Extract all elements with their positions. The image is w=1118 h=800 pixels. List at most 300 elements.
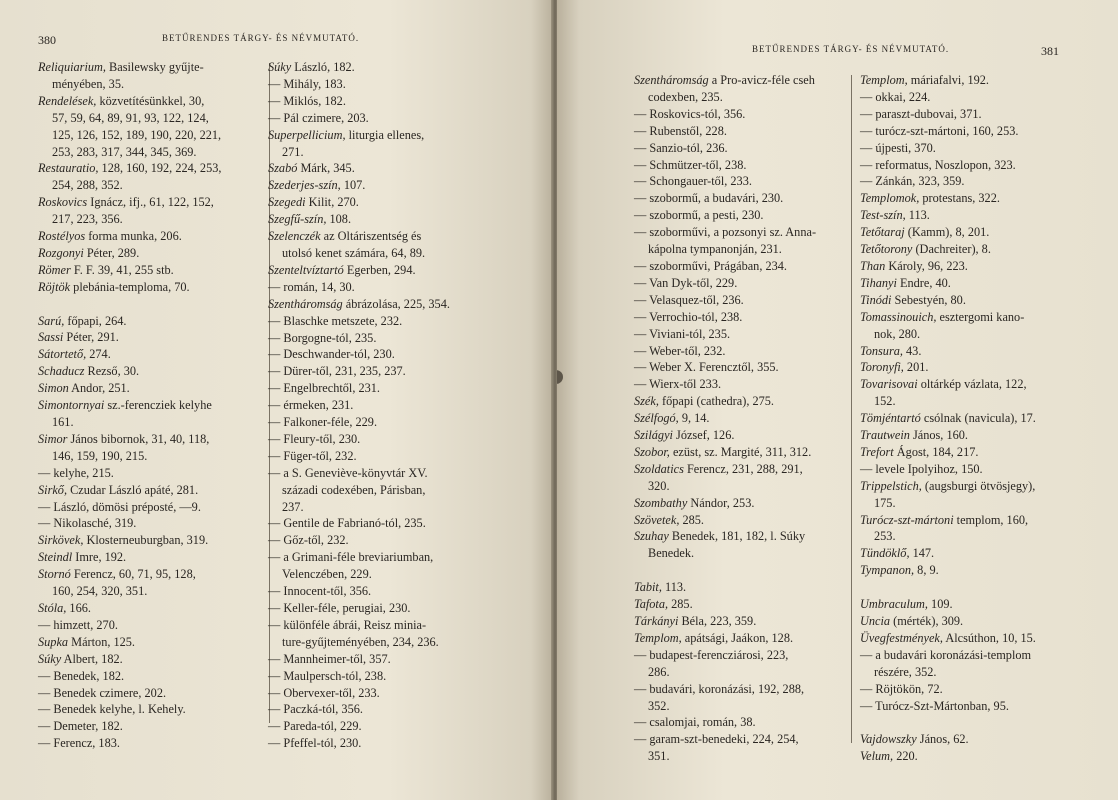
index-reference: — Turócz-Szt-Mártonban, 95. xyxy=(860,698,1009,713)
index-entry xyxy=(634,173,848,190)
index-entry xyxy=(634,731,848,748)
index-reference: kápolna tympanonján, 231. xyxy=(648,242,782,257)
index-entry xyxy=(268,465,518,482)
index-reference: Andor, 251. xyxy=(68,381,130,396)
index-reference: ezüst, sz. Margité, 311, 312. xyxy=(669,444,812,459)
index-reference: — román, 14, 30. xyxy=(268,279,355,294)
index-entry xyxy=(38,414,260,431)
index-term: Rendelések, xyxy=(38,93,97,108)
index-reference: 175. xyxy=(874,495,896,510)
index-reference: — Blaschke metszete, 232. xyxy=(268,313,403,328)
index-reference: 128, 160, 192, 224, 253, xyxy=(98,161,222,176)
index-entry xyxy=(38,160,260,177)
index-reference: 352. xyxy=(648,698,670,713)
index-reference: Ferencz, 60, 71, 95, 128, xyxy=(70,567,196,582)
index-entry xyxy=(268,144,518,161)
index-entry xyxy=(38,566,260,583)
index-term: Simontornyai xyxy=(38,398,105,413)
section-gap xyxy=(634,562,848,579)
index-entry xyxy=(634,292,848,309)
index-entry xyxy=(634,444,848,461)
index-term: Szentháromság xyxy=(268,296,343,311)
left-page xyxy=(0,0,553,800)
index-entry xyxy=(634,748,848,765)
index-entry xyxy=(634,714,848,731)
index-reference: — Benedek czimere, 202. xyxy=(38,685,167,700)
index-reference: a Pro-avicz-féle cseh xyxy=(708,73,815,87)
index-reference: — Gentile de Fabrianó-tól, 235. xyxy=(268,516,426,531)
index-term: Tetőtaraj xyxy=(860,225,905,240)
index-entry xyxy=(268,448,518,465)
index-reference: 285. xyxy=(679,512,704,527)
index-entry xyxy=(38,211,260,228)
index-entry xyxy=(268,127,518,144)
index-term: Szelenczék xyxy=(268,229,321,244)
index-entry xyxy=(634,326,848,343)
index-entry xyxy=(860,748,1082,765)
index-entry xyxy=(38,583,260,600)
index-entry xyxy=(860,731,1082,748)
index-entry xyxy=(268,685,518,702)
index-entry xyxy=(268,431,518,448)
index-reference: (augsburgi ötvösjegy), xyxy=(921,478,1036,493)
index-reference: János bibornok, 31, 40, 118, xyxy=(67,431,210,446)
index-reference: 254, 288, 352. xyxy=(52,178,123,193)
index-column-1 xyxy=(38,59,260,752)
index-term: Uncia xyxy=(860,613,891,628)
index-reference: János, 62. xyxy=(916,732,969,747)
index-entry xyxy=(268,482,518,499)
index-entry xyxy=(38,499,260,516)
index-reference: 125, 126, 152, 189, 190, 220, 221, xyxy=(52,127,222,142)
index-reference: Márk, 345. xyxy=(297,161,355,176)
index-entry xyxy=(634,207,848,224)
index-reference: — szoborművi, a pozsonyi sz. Anna- xyxy=(634,225,817,240)
index-reference: — Rubenstől, 228. xyxy=(634,123,727,138)
index-entry xyxy=(634,613,848,630)
index-entry xyxy=(38,177,260,194)
index-column-2 xyxy=(860,72,1082,765)
index-entry xyxy=(268,177,518,194)
index-reference: — Ferencz, 183. xyxy=(38,736,120,751)
index-reference: Péter, 291. xyxy=(63,330,119,345)
index-entry xyxy=(38,532,260,549)
index-entry xyxy=(634,376,848,393)
index-reference: Béla, 223, 359. xyxy=(678,613,757,628)
index-reference: — Pál czimere, 203. xyxy=(268,110,369,125)
index-reference: codexben, 235. xyxy=(648,89,723,104)
index-entry xyxy=(268,160,518,177)
index-entry xyxy=(860,72,1082,89)
index-reference: 285. xyxy=(668,597,693,612)
index-entry xyxy=(38,668,260,685)
index-term: Steindl xyxy=(38,550,73,565)
index-entry xyxy=(860,106,1082,123)
index-reference: — Maulpersch-tól, 238. xyxy=(268,668,387,683)
index-entry xyxy=(268,279,518,296)
index-entry xyxy=(860,410,1082,427)
index-entry xyxy=(860,562,1082,579)
index-reference: — Gőz-től, 232. xyxy=(268,533,349,548)
index-entry xyxy=(38,600,260,617)
index-entry xyxy=(634,140,848,157)
index-term: Tündöklő, xyxy=(860,546,910,561)
index-entry xyxy=(268,245,518,262)
index-entry xyxy=(38,718,260,735)
index-entry xyxy=(38,515,260,532)
index-reference: (mérték), 309. xyxy=(890,613,964,628)
index-entry xyxy=(268,296,518,313)
index-entry xyxy=(268,380,518,397)
index-term: Súky xyxy=(38,651,62,666)
index-reference: — Schongauer-től, 233. xyxy=(634,174,752,189)
index-entry xyxy=(860,376,1082,393)
index-entry xyxy=(268,194,518,211)
index-entry xyxy=(860,241,1082,258)
index-entry xyxy=(860,326,1082,343)
index-reference: 286. xyxy=(648,664,670,679)
index-reference: — Pareda-tól, 229. xyxy=(268,719,362,734)
index-entry xyxy=(268,414,518,431)
index-column-2 xyxy=(268,59,518,752)
index-term: Schaducz xyxy=(38,364,85,379)
index-entry xyxy=(38,194,260,211)
index-reference: (Dachreiter), 8. xyxy=(912,242,991,257)
index-reference: 166. xyxy=(66,600,91,615)
index-entry xyxy=(860,444,1082,461)
index-reference: — budapest-ferencziárosi, 223, xyxy=(634,647,789,662)
index-reference: Klosterneuburgban, 319. xyxy=(83,533,209,548)
index-term: Tárkányi xyxy=(634,613,679,628)
index-term: Szegedi xyxy=(268,195,306,210)
index-reference: Alcsúthon, 10, 15. xyxy=(942,630,1036,645)
index-entry xyxy=(268,93,518,110)
index-term: Toronyfi, xyxy=(860,360,904,375)
index-reference: 146, 159, 190, 215. xyxy=(52,448,148,463)
index-entry xyxy=(860,190,1082,207)
index-reference: (Kamm), 8, 201. xyxy=(904,225,990,240)
index-reference: — különféle ábrái, Reisz minia- xyxy=(268,617,427,632)
index-entry xyxy=(268,701,518,718)
index-reference: — Röjtökön, 72. xyxy=(860,681,943,696)
index-reference: — Velasquez-től, 236. xyxy=(634,292,744,307)
index-reference: 220. xyxy=(893,749,918,764)
index-reference: Imre, 192. xyxy=(72,550,127,565)
index-reference: — reformatus, Noszlopon, 323. xyxy=(860,157,1016,172)
index-reference: Albert, 182. xyxy=(61,651,123,666)
index-term: Szuhay xyxy=(634,529,669,544)
index-reference: 113. xyxy=(905,208,930,223)
index-reference: Nándor, 253. xyxy=(687,495,755,510)
index-term: Szövetek, xyxy=(634,512,680,527)
index-reference: Benedek, 181, 182, l. Súky xyxy=(668,529,806,544)
index-entry xyxy=(268,211,518,228)
index-reference: oltárkép vázlata, 122, xyxy=(917,377,1027,392)
page-number: 380 xyxy=(38,33,56,47)
index-reference: — himzett, 270. xyxy=(38,617,118,632)
index-reference: — levele Ipolyihoz, 150. xyxy=(860,461,983,476)
index-reference: — Mannheimer-től, 357. xyxy=(268,651,391,666)
index-entry xyxy=(860,359,1082,376)
index-reference: — Falkoner-féle, 229. xyxy=(268,415,378,430)
index-entry xyxy=(38,617,260,634)
index-reference: ábrázolása, 225, 354. xyxy=(342,296,450,311)
index-term: Röjtök xyxy=(38,279,71,294)
index-entry xyxy=(860,512,1082,529)
index-term: Szobor, xyxy=(634,444,670,459)
index-entry xyxy=(38,431,260,448)
index-reference: 9, 14. xyxy=(678,411,710,426)
index-reference: csólnak (navicula), 17. xyxy=(920,411,1036,426)
index-entry xyxy=(860,647,1082,664)
index-entry xyxy=(38,380,260,397)
index-reference: 217, 223, 356. xyxy=(52,212,123,227)
index-entry xyxy=(634,157,848,174)
index-term: Römer xyxy=(38,262,71,277)
index-entry xyxy=(268,583,518,600)
index-entry xyxy=(38,245,260,262)
index-entry xyxy=(38,685,260,702)
index-entry xyxy=(268,228,518,245)
index-entry xyxy=(860,123,1082,140)
index-term: Trippelstich, xyxy=(860,478,922,493)
index-reference: — Demeter, 182. xyxy=(38,719,123,734)
index-reference: — Innocent-től, 356. xyxy=(268,584,372,599)
index-entry xyxy=(860,495,1082,512)
index-entry xyxy=(634,478,848,495)
index-entry xyxy=(860,173,1082,190)
index-term: Szentháromság xyxy=(634,73,709,87)
index-entry xyxy=(634,343,848,360)
index-reference: — Mihály, 183. xyxy=(268,76,346,91)
index-reference: sz.-ferencziek kelyhe xyxy=(104,398,212,413)
index-entry xyxy=(634,275,848,292)
index-reference: Ágost, 184, 217. xyxy=(893,444,979,459)
index-term: Szabó xyxy=(268,161,298,176)
index-reference: 43. xyxy=(902,343,922,358)
index-term: Tomassinouich, xyxy=(860,309,937,324)
index-term: Templom, xyxy=(860,73,908,87)
index-reference: részére, 352. xyxy=(874,664,937,679)
index-reference: — turócz-szt-mártoni, 160, 253. xyxy=(860,123,1019,138)
index-term: Tömjéntartó xyxy=(860,411,921,426)
index-reference: — Van Dyk-től, 229. xyxy=(634,275,738,290)
index-term: Templomok, xyxy=(860,191,920,206)
index-reference: 147. xyxy=(909,546,935,561)
index-reference: — kelyhe, 215. xyxy=(38,465,114,480)
index-term: Vajdowszky xyxy=(860,732,917,747)
index-reference: — érmeken, 231. xyxy=(268,398,354,413)
index-reference: — Benedek, 182. xyxy=(38,668,125,683)
index-entry xyxy=(38,651,260,668)
index-reference: — a S. Geneviève-könyvtár XV. xyxy=(268,465,428,480)
index-entry xyxy=(860,258,1082,275)
index-entry xyxy=(634,461,848,478)
index-reference: 57, 59, 64, 89, 91, 93, 122, 124, xyxy=(52,110,209,125)
index-reference: — budavári, koronázási, 192, 288, xyxy=(634,681,805,696)
index-reference: — Pfeffel-tól, 230. xyxy=(268,736,362,751)
index-reference: Károly, 96, 223. xyxy=(885,258,968,273)
index-reference: — okkai, 224. xyxy=(860,89,931,104)
index-entry xyxy=(268,313,518,330)
index-term: Supka xyxy=(38,634,69,649)
index-reference: plebánia-temploma, 70. xyxy=(70,279,190,294)
index-reference: 8, 9. xyxy=(914,563,939,578)
index-term: Tafota, xyxy=(634,597,669,612)
index-entry xyxy=(860,630,1082,647)
index-reference: máriafalvi, 192. xyxy=(907,73,989,87)
index-term: Tovarisovai xyxy=(860,377,918,392)
index-reference: 237. xyxy=(282,499,304,514)
index-entry xyxy=(268,532,518,549)
index-reference: 107. xyxy=(340,178,366,193)
index-term: Test-szín, xyxy=(860,208,906,223)
index-entry xyxy=(634,190,848,207)
index-reference: forma munka, 206. xyxy=(85,229,182,244)
index-term: Than xyxy=(860,258,886,273)
index-entry xyxy=(634,72,848,89)
index-entry xyxy=(860,393,1082,410)
index-entry xyxy=(38,279,260,296)
page-number: 381 xyxy=(1041,44,1059,58)
index-entry xyxy=(38,701,260,718)
index-reference: F. F. 39, 41, 255 stb. xyxy=(70,262,174,277)
index-reference: — a Grimani-féle breviariumban, xyxy=(268,550,434,565)
index-entry xyxy=(860,681,1082,698)
index-entry xyxy=(38,735,260,752)
index-entry xyxy=(38,634,260,651)
index-reference: — Füger-től, 232. xyxy=(268,448,357,463)
index-reference: — Nikolasché, 319. xyxy=(38,516,137,531)
index-entry xyxy=(634,241,848,258)
index-reference: — Keller-féle, perugiai, 230. xyxy=(268,601,411,615)
index-reference: 253. xyxy=(874,529,896,544)
index-term: Roskovics xyxy=(38,195,88,210)
index-reference: — Verrochio-tól, 238. xyxy=(634,309,743,324)
index-entry xyxy=(268,566,518,583)
index-term: Reliquiarium, xyxy=(38,60,106,74)
index-entry xyxy=(634,495,848,512)
index-entry xyxy=(38,329,260,346)
index-reference: az Oltáriszentség és xyxy=(320,229,422,244)
index-reference: — Viviani-tól, 235. xyxy=(634,326,731,341)
index-reference: — Obervexer-től, 233. xyxy=(268,685,380,700)
section-gap xyxy=(38,296,260,313)
index-entry xyxy=(38,93,260,110)
index-reference: 320. xyxy=(648,478,670,493)
index-term: Sirkövek, xyxy=(38,533,84,548)
index-reference: — Borgogne-tól, 235. xyxy=(268,330,377,345)
index-column-1 xyxy=(634,72,848,765)
index-entry xyxy=(860,427,1082,444)
index-term: Superpellicium, xyxy=(268,127,346,142)
index-entry xyxy=(860,275,1082,292)
index-term: Rozgonyi xyxy=(38,245,84,260)
index-term: Tympanon, xyxy=(860,563,915,578)
index-entry xyxy=(860,664,1082,681)
right-page xyxy=(557,0,1118,800)
index-reference: — szoborművi, Prágában, 234. xyxy=(634,258,788,273)
index-term: Trautwein xyxy=(860,428,910,443)
index-entry xyxy=(268,262,518,279)
index-term: Stóla, xyxy=(38,600,67,615)
index-entry xyxy=(268,499,518,516)
index-entry xyxy=(268,634,518,651)
index-entry xyxy=(860,140,1082,157)
index-entry xyxy=(268,735,518,752)
index-entry xyxy=(38,482,260,499)
index-reference: ményében, 35. xyxy=(52,76,125,91)
index-reference: — Paczká-tól, 356. xyxy=(268,702,363,717)
index-entry xyxy=(860,89,1082,106)
page-damage-mark xyxy=(557,370,563,384)
index-reference: — László, dömösi préposté, —9. xyxy=(38,499,201,514)
index-reference: — Weber X. Ferencztől, 355. xyxy=(634,360,779,375)
index-reference: Czudar László apáté, 281. xyxy=(67,482,199,497)
index-term: Tihanyi xyxy=(860,275,897,290)
index-entry xyxy=(38,127,260,144)
index-reference: közvetítésünkkel, 30, xyxy=(96,93,205,108)
index-reference: főpapi, 264. xyxy=(64,313,127,328)
index-reference: templom, 160, xyxy=(953,512,1029,527)
index-entry xyxy=(38,397,260,414)
index-reference: — a budavári koronázási-templom xyxy=(860,647,1032,662)
index-entry xyxy=(38,346,260,363)
index-reference: Márton, 125. xyxy=(68,634,136,649)
index-entry xyxy=(634,630,848,647)
index-reference: Ignácz, ifj., 61, 122, 152, xyxy=(87,195,214,210)
index-term: Tinódi xyxy=(860,292,892,307)
index-reference: 160, 254, 320, 351. xyxy=(52,584,148,599)
index-entry xyxy=(634,596,848,613)
index-entry xyxy=(268,346,518,363)
index-entry xyxy=(268,110,518,127)
index-reference: — Sanzio-tól, 236. xyxy=(634,140,728,155)
index-entry xyxy=(634,698,848,715)
index-reference: — garam-szt-benedeki, 224, 254, xyxy=(634,732,799,747)
index-reference: liturgia ellenes, xyxy=(345,127,425,142)
column-rule xyxy=(851,75,852,743)
index-entry xyxy=(860,207,1082,224)
index-reference: Ferencz, 231, 288, 291, xyxy=(683,461,803,476)
index-term: Umbraculum, xyxy=(860,597,928,612)
index-reference: Endre, 40. xyxy=(896,275,951,290)
index-entry xyxy=(860,461,1082,478)
index-reference: Basilewsky gyűjte- xyxy=(105,60,204,74)
index-reference: 109. xyxy=(927,597,953,612)
index-reference: Benedek. xyxy=(648,546,695,561)
index-reference: — Deschwander-tól, 230. xyxy=(268,347,395,362)
index-term: Rostélyos xyxy=(38,229,86,244)
index-entry xyxy=(634,123,848,140)
index-entry xyxy=(634,309,848,326)
index-reference: 274. xyxy=(86,347,111,362)
index-reference: 108. xyxy=(326,212,352,227)
index-term: Sarú, xyxy=(38,313,65,328)
index-reference: 161. xyxy=(52,415,74,430)
index-reference: — csalomjai, román, 38. xyxy=(634,715,756,730)
index-term: Súky xyxy=(268,60,292,74)
index-entry xyxy=(860,698,1082,715)
index-reference: — Weber-től, 232. xyxy=(634,343,726,358)
index-entry xyxy=(268,397,518,414)
index-reference: László, 182. xyxy=(291,60,355,74)
index-reference: 201. xyxy=(903,360,929,375)
index-term: Szék, xyxy=(634,394,659,409)
index-entry xyxy=(38,110,260,127)
index-entry xyxy=(860,478,1082,495)
index-term: Szoldatics xyxy=(634,461,684,476)
